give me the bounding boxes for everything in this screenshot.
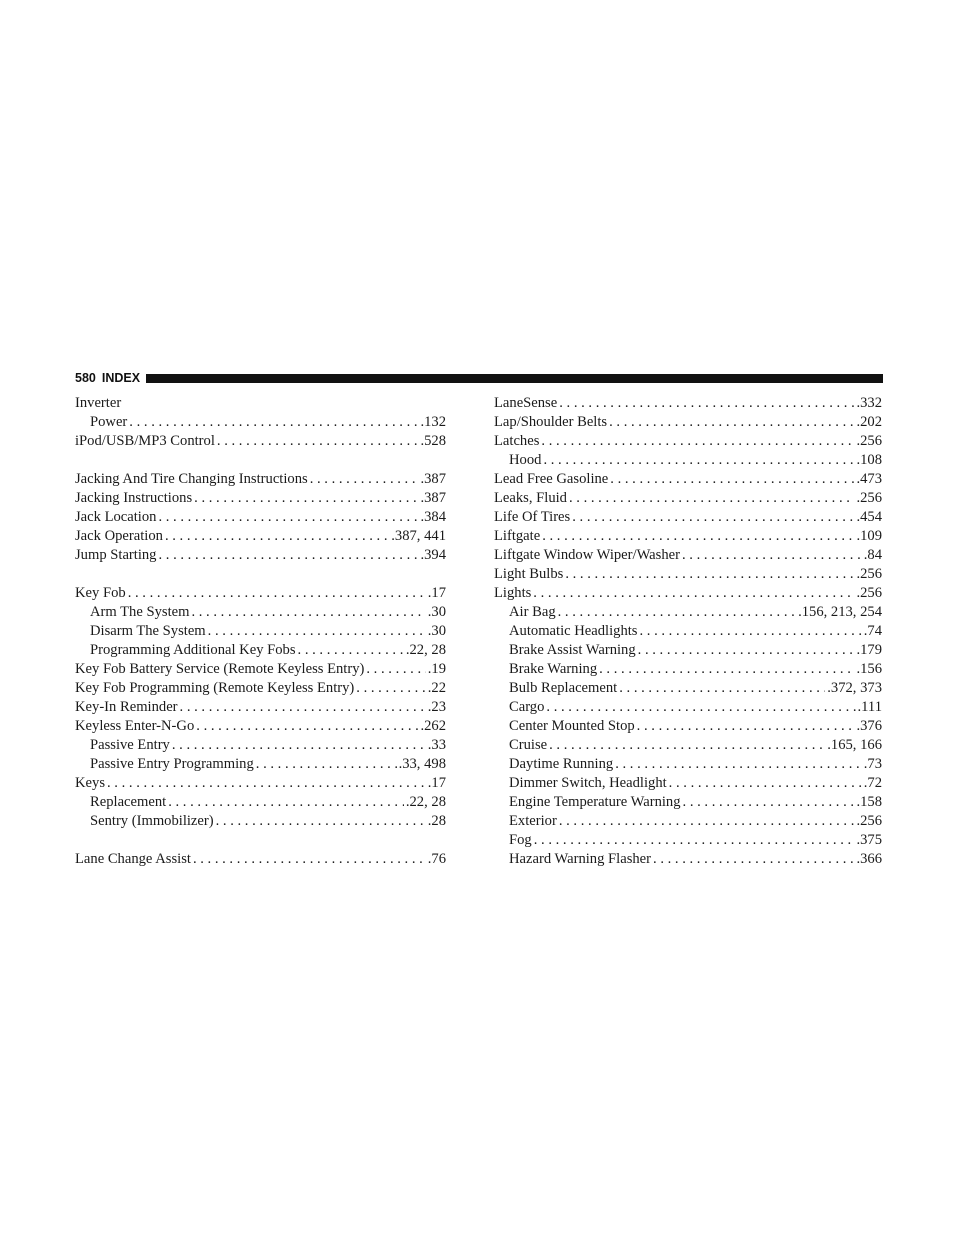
dot-leader: [193, 850, 426, 869]
dot-leader: [638, 641, 855, 660]
entry-pages: .179: [856, 642, 882, 658]
entry-term: Automatic Headlights: [509, 623, 638, 639]
entry-term: Jack Location: [75, 509, 157, 525]
index-column-left: [75, 394, 446, 869]
dot-leader: [683, 793, 855, 812]
dot-leader: [356, 679, 425, 698]
dot-leader: [572, 508, 854, 527]
dot-leader: [599, 660, 854, 679]
entry-pages: .528: [420, 433, 446, 449]
entry-term: Light Bulbs: [494, 566, 564, 582]
entry-term: Passive Entry: [90, 737, 170, 753]
index-column-right: [494, 394, 882, 869]
index-subentry: [75, 413, 446, 432]
index-subentry: [494, 451, 882, 470]
index-subentry: [75, 736, 446, 755]
entry-pages: .387: [420, 490, 446, 506]
dot-leader: [168, 793, 404, 812]
dot-leader: [180, 698, 426, 717]
index-entry: [494, 527, 882, 546]
entry-term: Key-In Reminder: [75, 699, 178, 715]
index-subentry: [494, 831, 882, 850]
dot-leader: [196, 717, 418, 736]
entry-term: Key Fob Battery Service (Remote Keyless Entry): [75, 661, 365, 677]
entry-pages: .19: [427, 661, 446, 677]
entry-pages: .387: [420, 471, 446, 487]
entry-term: Liftgate: [494, 528, 541, 544]
entry-term: Liftgate Window Wiper/Washer: [494, 547, 680, 563]
index-subentry: [75, 755, 446, 774]
index-entry: [75, 774, 446, 793]
entry-term: Arm The System: [90, 604, 190, 620]
entry-term: Exterior: [509, 813, 557, 829]
entry-term: Hood: [509, 452, 542, 468]
entry-pages: .23: [427, 699, 446, 715]
dot-leader: [208, 622, 426, 641]
index-entry: [494, 432, 882, 451]
dot-leader: [128, 584, 426, 603]
entry-term: Lane Change Assist: [75, 851, 191, 867]
entry-pages: .28: [427, 813, 446, 829]
index-entry: [75, 432, 446, 451]
entry-pages: .256: [856, 433, 882, 449]
entry-pages: .30: [427, 623, 446, 639]
entry-term: Brake Assist Warning: [509, 642, 636, 658]
entry-pages: .156: [856, 661, 882, 677]
index-entry: [75, 717, 446, 736]
entry-pages: .72: [863, 775, 882, 791]
index-entry: [494, 508, 882, 527]
dot-leader: [217, 432, 419, 451]
dot-leader: [158, 508, 418, 527]
entry-term: Air Bag: [509, 604, 556, 620]
entry-term: Dimmer Switch, Headlight: [509, 775, 667, 791]
entry-term: Jacking Instructions: [75, 490, 193, 506]
index-subentry: [494, 736, 882, 755]
dot-leader: [298, 641, 404, 660]
dot-leader: [609, 413, 854, 432]
entry-term: Latches: [494, 433, 540, 449]
dot-leader: [615, 755, 862, 774]
dot-leader: [129, 413, 418, 432]
dot-leader: [542, 527, 854, 546]
index-entry: [494, 489, 882, 508]
entry-term: Lights: [494, 585, 532, 601]
index-subentry: [75, 641, 446, 660]
dot-leader: [559, 812, 855, 831]
entry-term: Engine Temperature Warning: [509, 794, 681, 810]
entry-pages: .202: [856, 414, 882, 430]
dot-leader: [194, 489, 418, 508]
entry-pages: .256: [856, 566, 882, 582]
dot-leader: [256, 755, 397, 774]
index-entry: [75, 698, 446, 717]
index-entry: [75, 679, 446, 698]
entry-pages: .262: [420, 718, 446, 734]
index-entry: [494, 470, 882, 489]
dot-leader: [569, 489, 854, 508]
index-entry: [75, 584, 446, 603]
entry-term: Lead Free Gasoline: [494, 471, 609, 487]
entry-term: Keyless Enter-N-Go: [75, 718, 195, 734]
entry-pages: .332: [856, 395, 882, 411]
entry-term: Center Mounted Stop: [509, 718, 635, 734]
entry-term: Disarm The System: [90, 623, 206, 639]
entry-pages: .22, 28: [405, 642, 446, 658]
entry-pages: .17: [427, 585, 446, 601]
entry-term: Leaks, Fluid: [494, 490, 567, 506]
entry-pages: .165, 166: [827, 737, 882, 753]
entry-pages: .394: [420, 547, 446, 563]
index-entry: [75, 508, 446, 527]
entry-pages: .256: [856, 585, 882, 601]
index-subentry: [494, 660, 882, 679]
entry-pages: .73: [863, 756, 882, 772]
dot-leader: [534, 831, 855, 850]
entry-pages: .108: [856, 452, 882, 468]
dot-leader: [310, 470, 419, 489]
entry-term: Sentry (Immobilizer): [90, 813, 214, 829]
entry-term: Life Of Tires: [494, 509, 571, 525]
entry-term: Replacement: [90, 794, 167, 810]
entry-pages: .33, 498: [398, 756, 446, 772]
index-subentry: [494, 622, 882, 641]
dot-leader: [682, 546, 862, 565]
entry-pages: .256: [856, 813, 882, 829]
entry-term: Keys: [75, 775, 105, 791]
index-subentry: [494, 698, 882, 717]
entry-spacer: [75, 831, 446, 850]
page-number: 580: [75, 371, 96, 385]
dot-leader: [191, 603, 425, 622]
index-subentry: [75, 622, 446, 641]
dot-leader: [543, 451, 854, 470]
entry-pages: .84: [863, 547, 882, 563]
entry-pages: .454: [856, 509, 882, 525]
index-entry: [494, 565, 882, 584]
index-subentry: [494, 850, 882, 869]
dot-leader: [172, 736, 426, 755]
index-entry: [494, 413, 882, 432]
index-entry: [75, 850, 446, 869]
entry-term: Brake Warning: [509, 661, 598, 677]
entry-pages: .375: [856, 832, 882, 848]
dot-leader: [653, 850, 854, 869]
entry-pages: .17: [427, 775, 446, 791]
entry-term: Lap/Shoulder Belts: [494, 414, 608, 430]
index-entry: [75, 660, 446, 679]
dot-leader: [549, 736, 825, 755]
dot-leader: [619, 679, 825, 698]
entry-term: Power: [90, 414, 128, 430]
entry-term: Hazard Warning Flasher: [509, 851, 652, 867]
entry-term: Bulb Replacement: [509, 680, 618, 696]
index-subentry: [494, 793, 882, 812]
entry-term: Daytime Running: [509, 756, 614, 772]
index-entry: [75, 394, 446, 413]
entry-pages: .74: [863, 623, 882, 639]
dot-leader: [637, 717, 855, 736]
entry-term: Jacking And Tire Changing Instructions: [75, 471, 308, 487]
entry-pages: .372, 373: [827, 680, 882, 696]
entry-pages: .256: [856, 490, 882, 506]
index-subentry: [494, 774, 882, 793]
index-subentry: [494, 812, 882, 831]
index-subentry: [494, 679, 882, 698]
header-rule: [146, 374, 883, 383]
entry-pages: .158: [856, 794, 882, 810]
page-header: [75, 370, 883, 386]
dot-leader: [669, 774, 862, 793]
entry-pages: .22, 28: [405, 794, 446, 810]
index-subentry: [494, 755, 882, 774]
entry-term: Cargo: [509, 699, 545, 715]
entry-term: Programming Additional Key Fobs: [90, 642, 296, 658]
section-title: INDEX: [101, 371, 141, 385]
entry-pages: .132: [420, 414, 446, 430]
entry-pages: .366: [856, 851, 882, 867]
dot-leader: [541, 432, 854, 451]
dot-leader: [216, 812, 426, 831]
entry-term: Jump Starting: [75, 547, 157, 563]
index-subentry: [75, 812, 446, 831]
index-entry: [75, 546, 446, 565]
entry-spacer: [75, 565, 446, 584]
dot-leader: [565, 565, 854, 584]
entry-pages: .111: [857, 699, 882, 715]
index-entry: [494, 546, 882, 565]
index-subentry: [494, 603, 882, 622]
index-subentry: [75, 603, 446, 622]
index-entry: [494, 394, 882, 413]
entry-term: Cruise: [509, 737, 548, 753]
entry-term: Jack Operation: [75, 528, 163, 544]
entry-term: Key Fob Programming (Remote Keyless Entry): [75, 680, 355, 696]
entry-pages: .387, 441: [391, 528, 446, 544]
entry-pages: .384: [420, 509, 446, 525]
entry-term: iPod/USB/MP3 Control: [75, 433, 215, 449]
entry-term: Key Fob: [75, 585, 126, 601]
dot-leader: [107, 774, 426, 793]
entry-spacer: [75, 451, 446, 470]
dot-leader: [558, 603, 796, 622]
dot-leader: [546, 698, 855, 717]
index-subentry: [75, 793, 446, 812]
index-subentry: [494, 641, 882, 660]
dot-leader: [559, 394, 854, 413]
dot-leader: [533, 584, 854, 603]
entry-pages: .30: [427, 604, 446, 620]
entry-pages: .376: [856, 718, 882, 734]
entry-pages: .76: [427, 851, 446, 867]
index-entry: [75, 489, 446, 508]
entry-pages: .33: [427, 737, 446, 753]
entry-term: LaneSense: [494, 395, 558, 411]
entry-pages: .109: [856, 528, 882, 544]
index-entry: [75, 470, 446, 489]
entry-term: Passive Entry Programming: [90, 756, 254, 772]
dot-leader: [366, 660, 425, 679]
entry-term: Fog: [509, 832, 532, 848]
dot-leader: [639, 622, 861, 641]
entry-term: Inverter: [75, 395, 122, 411]
dot-leader: [165, 527, 389, 546]
dot-leader: [610, 470, 854, 489]
entry-pages: .473: [856, 471, 882, 487]
entry-pages: .22: [427, 680, 446, 696]
dot-leader: [158, 546, 418, 565]
index-subentry: [494, 717, 882, 736]
index-entry: [494, 584, 882, 603]
entry-pages: .156, 213, 254: [798, 604, 882, 620]
index-entry: [75, 527, 446, 546]
